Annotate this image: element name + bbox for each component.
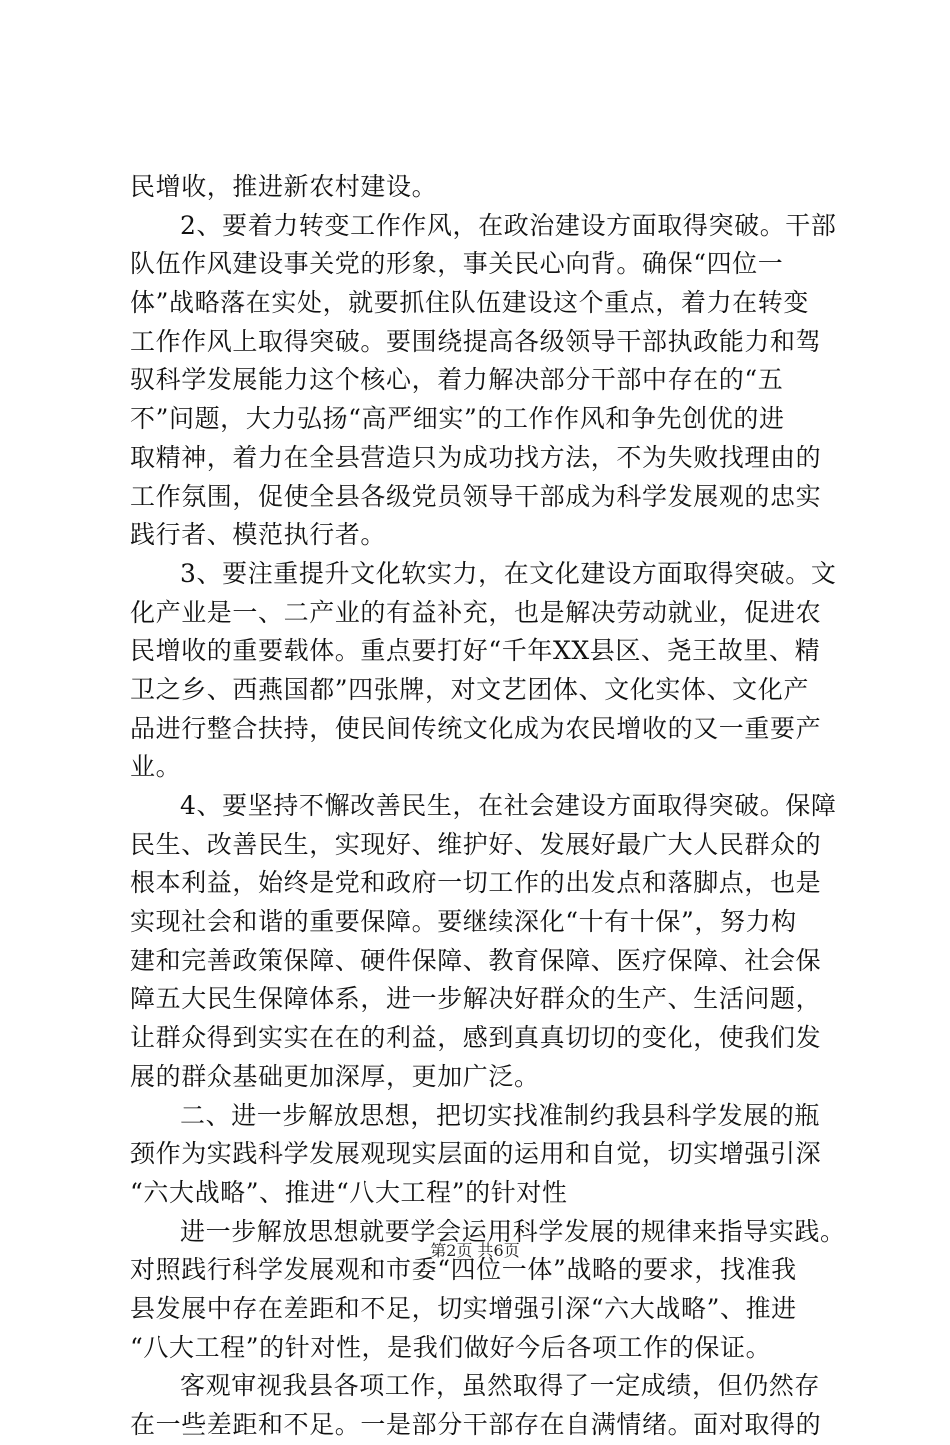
text-line: 驭科学发展能力这个核心，着力解决部分干部中存在的“五	[130, 365, 784, 395]
text-line: 县发展中存在差距和不足，切实增强引深“六大战略”、推进	[130, 1293, 797, 1323]
text-line: 践行者、模范执行者。	[130, 520, 387, 550]
text-line: “六大战略”、推进“八大工程”的针对性	[130, 1177, 568, 1207]
text-line: 民增收的重要载体。重点要打好“千年XX县区、尧王故里、精	[130, 636, 821, 666]
text-line: 体”战略落在实处，就要抓住队伍建设这个重点，着力在转变	[130, 288, 809, 318]
text-line: 在一些差距和不足。一是部分干部存在自满情绪。面对取得的	[130, 1410, 822, 1439]
text-line: 不”问题，大力弘扬“高严细实”的工作作风和争先创优的进	[130, 404, 785, 434]
text-line: 2、要着力转变工作作风，在政治建设方面取得突破。干部	[180, 210, 837, 240]
text-line: 展的群众基础更加深厚，更加广泛。	[130, 1061, 540, 1091]
text-line: 化产业是一、二产业的有益补充，也是解决劳动就业，促进农	[130, 597, 822, 627]
text-line: 建和完善政策保障、硬件保障、教育保障、医疗保障、社会保	[130, 945, 822, 975]
text-line: “八大工程”的针对性，是我们做好今后各项工作的保证。	[130, 1332, 772, 1362]
text-line: 二、进一步解放思想，把切实找准制约我县科学发展的瓶	[180, 1100, 821, 1130]
text-line: 对照践行科学发展观和市委“四位一体”战略的要求，找准我	[130, 1255, 797, 1285]
text-line: 卫之乡、西燕国都”四张牌，对文艺团体、文化实体、文化产	[130, 674, 809, 704]
page-number-label: 第2页 共6页	[430, 1241, 520, 1260]
text-line: 实现社会和谐的重要保障。要继续深化“十有十保”，努力构	[130, 907, 797, 937]
text-line: 取精神，着力在全县营造只为成功找方法，不为失败找理由的	[130, 442, 822, 472]
text-line: 品进行整合扶持，使民间传统文化成为农民增收的又一重要产	[130, 713, 822, 743]
text-line: 3、要注重提升文化软实力，在文化建设方面取得突破。文	[180, 558, 837, 588]
text-line: 4、要坚持不懈改善民生，在社会建设方面取得突破。保障	[180, 791, 837, 820]
text-line: 根本利益，始终是党和政府一切工作的出发点和落脚点，也是	[130, 868, 822, 898]
text-line: 让群众得到实实在在的利益，感到真真切切的变化，使我们发	[130, 1023, 822, 1053]
text-line: 客观审视我县各项工作，虽然取得了一定成绩，但仍然存	[180, 1371, 821, 1401]
text-line: 工作作风上取得突破。要围绕提高各级领导干部执政能力和驾	[130, 326, 822, 356]
text-line: 民生、改善民生，实现好、维护好、发展好最广大人民群众的	[130, 829, 822, 859]
text-line: 颈作为实践科学发展观现实层面的运用和自觉，切实增强引深	[130, 1139, 822, 1169]
text-line: 进一步解放思想就要学会运用科学发展的规律来指导实践。	[180, 1216, 846, 1246]
text-line: 障五大民生保障体系，进一步解决好群众的生产、生活问题，	[130, 984, 822, 1014]
text-line: 工作氛围，促使全县各级党员领导干部成为科学发展观的忠实	[130, 481, 822, 511]
text-line: 业。	[130, 752, 182, 782]
text-line: 民增收，推进新农村建设。	[130, 172, 438, 201]
text-line: 队伍作风建设事关党的形象，事关民心向背。确保“四位一	[130, 249, 784, 279]
page-footer	[0, 1238, 950, 1261]
